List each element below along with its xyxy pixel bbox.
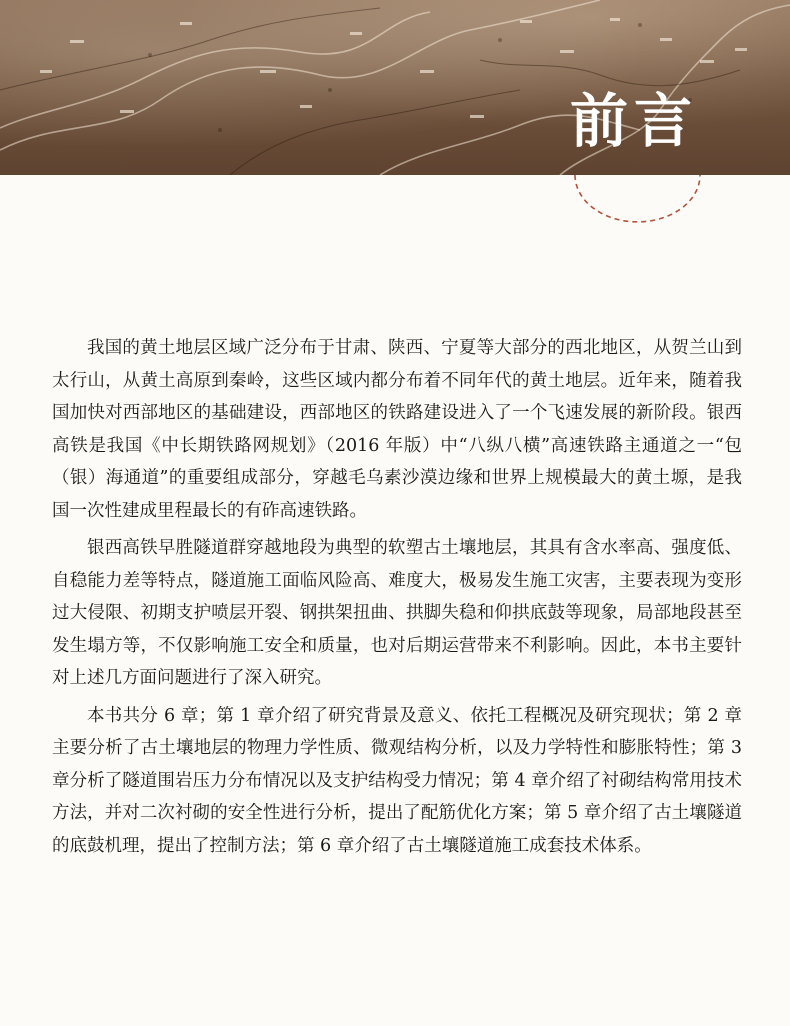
page-title: 前言: [569, 87, 698, 155]
preface-body: [52, 332, 742, 867]
paragraph: 银西高铁早胜隧道群穿越地段为典型的软塑古土壤地层，其具有含水率高、强度低、自稳能力差等特点，隧道施工面临风险高、难度大，极易发生施工灾害，主要表现为变形过大侵限、初期支护喷层开裂、钢拱架扭曲、拱脚失稳和仰拱底鼓等现象，局部地段甚至发生塌方等，不仅影响施工安全和质量，也对后期运营带来不利影响。因此，本书主要针对上述几方面问题进行了深入研究。: [52, 538, 742, 688]
paragraph: 我国的黄土地层区域广泛分布于甘肃、陕西、宁夏等大部分的西北地区，从贺兰山到太行山，从黄土高原到秦岭，这些区域内都分布着不同年代的黄土地层。近年来，随着我国加快对西部地区的基础建设，西部地区的铁路建设进入了一个飞速发展的新阶段。银西高铁是我国《中长期铁路网规划》（2016 年版）中“八纵八横”高速铁路主通道之一“包（银）海通道”的重要组成部分，穿越毛乌素沙漠边缘和世界上规模最大的黄土塬，是我国一次性建成里程最长的有砟高速铁路。: [52, 338, 742, 521]
paragraph: 本书共分 6 章；第 1 章介绍了研究背景及意义、依托工程概况及研究现状；第 2 章主要分析了古土壤地层的物理力学性质、微观结构分析，以及力学特性和膨胀特性；第 3 章分析了隧道围岩压力分布情况以及支护结构受力情况；第 4 章介绍了衬砌结构常用技术方法，并对二次衬砌的安全性进行分析，提出了配筋优化方案；第 5 章介绍了古土壤隧道的底鼓机理，提出了控制方法；第 6 章介绍了古土壤隧道施工成套技术体系。: [52, 705, 742, 856]
decorative-dashed-arc: [0, 0, 790, 260]
